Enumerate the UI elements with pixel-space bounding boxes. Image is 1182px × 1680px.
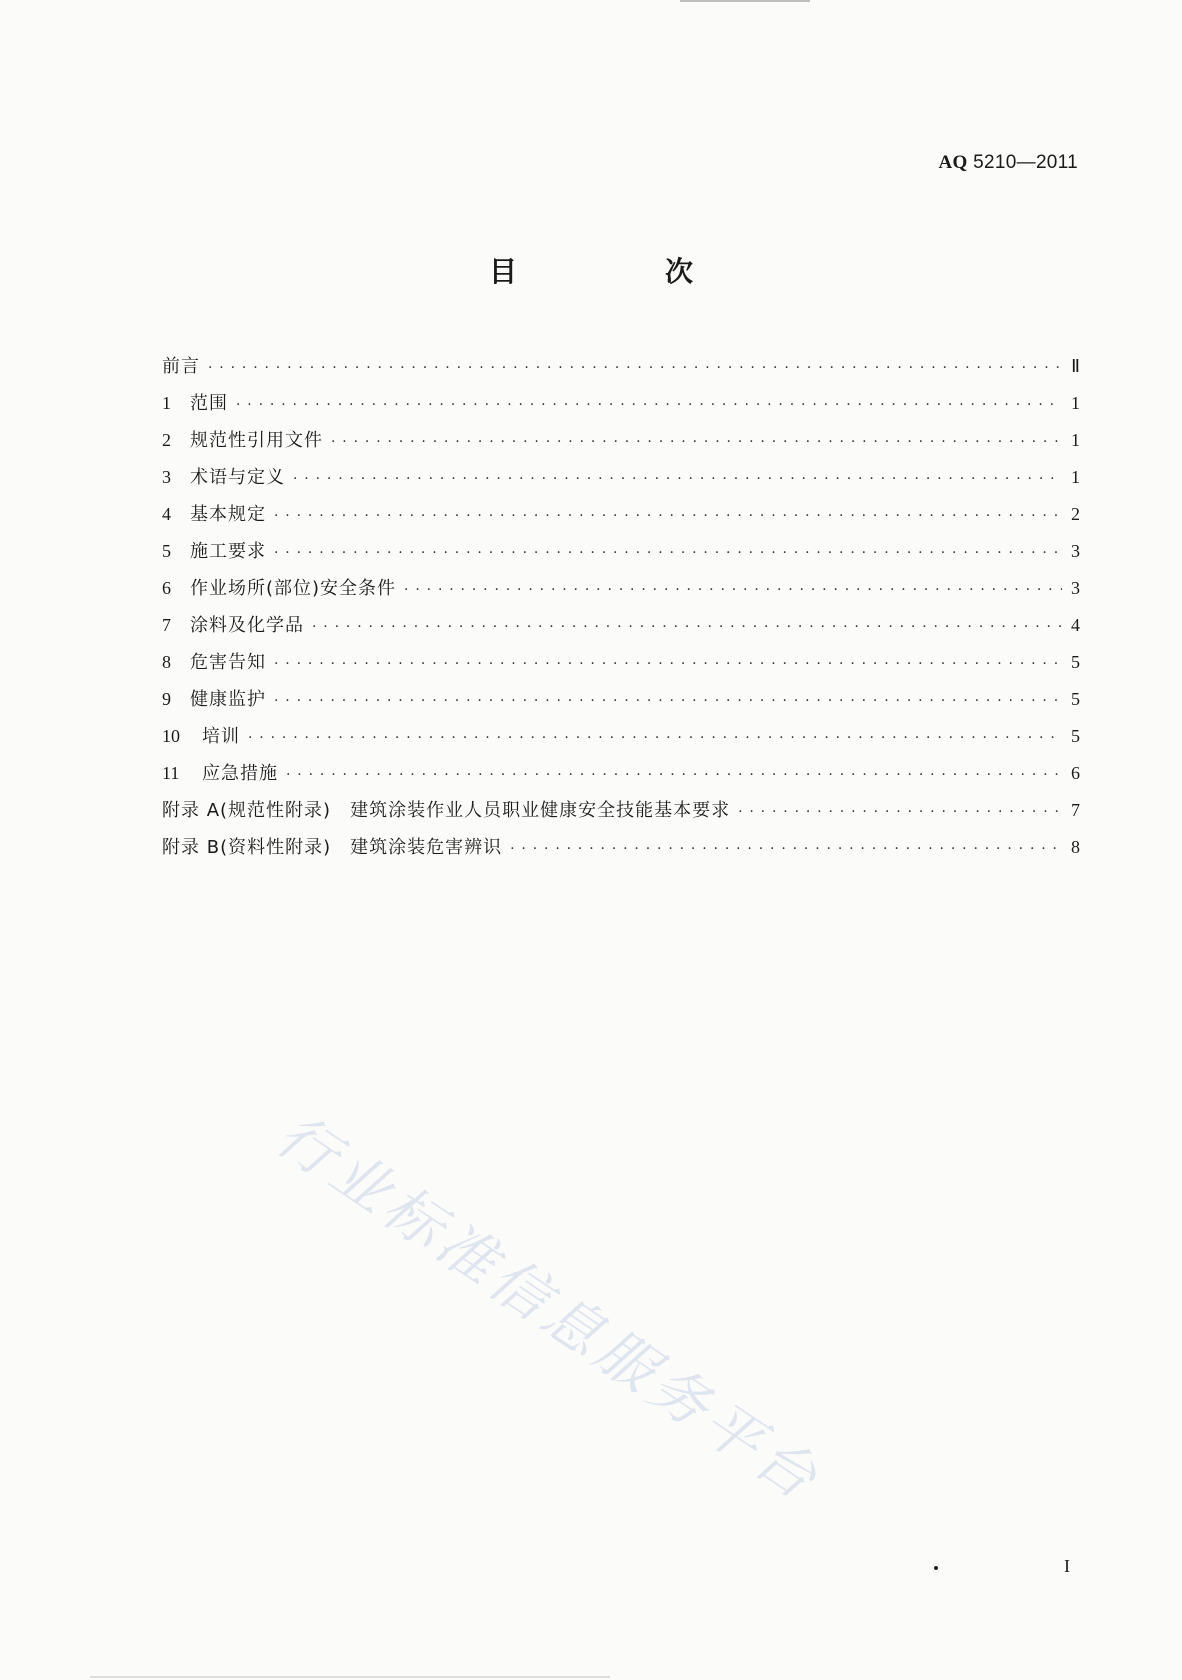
toc-entry-6[interactable] xyxy=(162,574,1080,611)
toc-entry-page: 5 xyxy=(1071,689,1080,709)
toc-leader-dots xyxy=(510,841,1062,857)
toc-leader-dots xyxy=(236,397,1062,413)
toc-entry-text: 应急措施 xyxy=(202,763,278,784)
toc-entry-text: 健康监护 xyxy=(190,689,266,710)
toc-entry-number: 4 xyxy=(162,504,171,524)
toc-entry-number: 11 xyxy=(162,763,180,783)
toc-entry-text: 施工要求 xyxy=(190,541,266,562)
toc-entry-number: 3 xyxy=(162,467,171,487)
toc-entry-page: 3 xyxy=(1071,578,1080,598)
page-number: I xyxy=(1064,1556,1070,1576)
toc-entry-page: 6 xyxy=(1071,763,1080,783)
toc-entry-number: 8 xyxy=(162,652,171,672)
toc-leader-dots xyxy=(274,508,1062,524)
toc-leader-dots xyxy=(738,804,1062,820)
document-code xyxy=(938,152,1078,174)
scan-artifact-top xyxy=(680,0,810,2)
toc-entry-text: 术语与定义 xyxy=(190,467,285,488)
toc-entry-text: 培训 xyxy=(202,726,240,747)
toc-leader-dots xyxy=(208,360,1062,376)
toc-leader-dots xyxy=(248,730,1062,746)
toc-entry-page: 8 xyxy=(1071,837,1080,857)
toc-entry-3[interactable] xyxy=(162,463,1080,500)
toc-entry-page: 1 xyxy=(1071,430,1080,450)
toc-entry-page: 4 xyxy=(1071,615,1080,635)
document-code-number: 5210—2011 xyxy=(973,152,1078,173)
toc-entry-number: 6 xyxy=(162,578,171,598)
toc-entry-number: 10 xyxy=(162,726,180,746)
toc-entry-text: 基本规定 xyxy=(190,504,266,525)
toc-entry-1[interactable] xyxy=(162,389,1080,426)
toc-entry-number: 9 xyxy=(162,689,171,709)
toc-entry-page: 7 xyxy=(1071,800,1080,820)
toc-entry-2[interactable] xyxy=(162,426,1080,463)
toc-entry-appendix-b[interactable] xyxy=(162,833,1080,870)
toc-entry-page: 1 xyxy=(1071,467,1080,487)
toc-leader-dots xyxy=(286,767,1062,783)
watermark: 行业标准信息服务平台 xyxy=(264,1100,834,1516)
toc-entry-page: 5 xyxy=(1071,726,1080,746)
toc-entry-10[interactable] xyxy=(162,722,1080,759)
toc-entry-text: 附录 A(规范性附录) 建筑涂装作业人员职业健康安全技能基本要求 xyxy=(162,800,731,821)
toc-leader-dots xyxy=(274,693,1062,709)
toc-leader-dots xyxy=(331,434,1062,450)
toc-entry-page: 5 xyxy=(1071,652,1080,672)
toc-entry-page: Ⅱ xyxy=(1071,356,1080,376)
toc-leader-dots xyxy=(274,545,1062,561)
toc-entry-foreword[interactable] xyxy=(162,352,1080,389)
toc-entry-appendix-a[interactable] xyxy=(162,796,1080,833)
document-code-prefix: AQ xyxy=(938,152,968,173)
toc-entry-text: 涂料及化学品 xyxy=(190,615,304,636)
toc-leader-dots xyxy=(274,656,1062,672)
toc-entry-9[interactable] xyxy=(162,685,1080,722)
toc-entry-text: 范围 xyxy=(190,393,228,414)
toc-entry-text: 附录 B(资料性附录) 建筑涂装危害辨识 xyxy=(162,837,503,858)
table-of-contents xyxy=(162,352,1080,870)
scan-dot xyxy=(934,1566,938,1570)
toc-entry-text: 作业场所(部位)安全条件 xyxy=(190,578,397,599)
toc-title: 目 次 xyxy=(488,255,753,288)
toc-entry-number: 7 xyxy=(162,615,171,635)
toc-entry-5[interactable] xyxy=(162,537,1080,574)
toc-entry-7[interactable] xyxy=(162,611,1080,648)
toc-entry-text: 危害告知 xyxy=(190,652,266,673)
toc-entry-page: 3 xyxy=(1071,541,1080,561)
toc-entry-page: 2 xyxy=(1071,504,1080,524)
scan-artifact-bottom xyxy=(90,1676,610,1678)
toc-entry-number: 5 xyxy=(162,541,171,561)
toc-entry-number: 1 xyxy=(162,393,171,413)
toc-entry-8[interactable] xyxy=(162,648,1080,685)
toc-entry-number: 2 xyxy=(162,430,171,450)
toc-entry-text: 规范性引用文件 xyxy=(190,430,323,451)
toc-entry-page: 1 xyxy=(1071,393,1080,413)
toc-leader-dots xyxy=(312,619,1062,635)
toc-entry-text: 前言 xyxy=(162,356,200,377)
toc-entry-4[interactable] xyxy=(162,500,1080,537)
toc-leader-dots xyxy=(404,582,1062,598)
toc-leader-dots xyxy=(293,471,1062,487)
toc-entry-11[interactable] xyxy=(162,759,1080,796)
